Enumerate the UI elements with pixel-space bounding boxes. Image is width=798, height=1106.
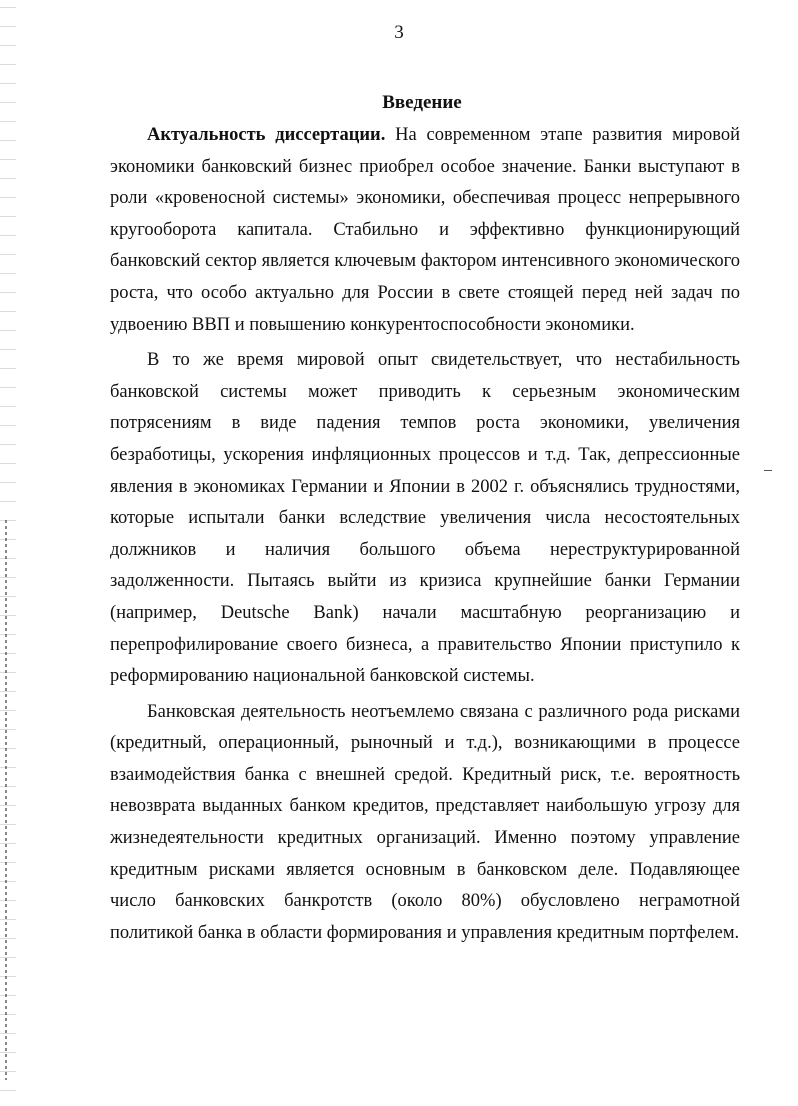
paragraph-text: Банковская деятельность неотъемлемо связана с различного рода рисками (кредитный, операционный, рыночный и т.д.), возникающими в процессе взаимодействия банка с внешней средой. Кредитный риск, т.е. вероятность невозврата выданных банком кредитов, представляет наибольшую угрозу для жизнедеятельности кредитных организаций. Именно поэтому управление кредитным рисками является основным в банковском деле. Подавляющее число банковских банкротств (около 80%) обусловлено неграмотной политикой банка в области формирования и управления кредитным портфелем. [110,701,740,943]
paragraph-text: На современном этапе развития мировой экономики банковский бизнес приобрел особое значение. Банки выступают в роли «кровеносной системы» экономики, обеспечивая процесс непрерывного кругооборота капитала. Стабильно и эффективно функционирующий банковский сектор является ключевым фактором интенсивного экономического роста, что особо актуально для России в свете стоящей перед ней задач по удвоению ВВП и повышению конкурентоспособности экономики. [110,125,740,335]
paragraph-text: В то же время мировой опыт свидетельствует, что нестабильность банковской системы может приводить к серьезным экономическим потрясениям в виде падения темпов роста экономики, увеличения безработицы, ускорения инфляционных процессов и т.д. Так, депрессионные явления в экономиках Германии и Японии в 2002 г. объяснялись трудностями, которые испытали банки вследствие увеличения числа несостоятельных должников и наличия большого объема нереструктурированной задолженности. Пытаясь выйти из кризиса крупнейшие банки Германии (например, Deutsche Bank) начали масштабную реорганизацию и перепрофилирование своего бизнеса, а правительство Японии приступило к реформированию национальной банковской системы. [110,350,740,687]
page-title: Введение [382,92,462,113]
document-body [110,120,740,949]
scan-margin-artifact [0,0,16,1106]
page-number: 3 [394,22,404,43]
paragraph-credit-risk [110,697,740,950]
paragraph-world-experience [110,345,740,693]
paragraph-lead: Актуальность диссертации. [147,125,386,145]
paragraph-relevance [110,120,740,341]
scan-speck [764,470,772,471]
